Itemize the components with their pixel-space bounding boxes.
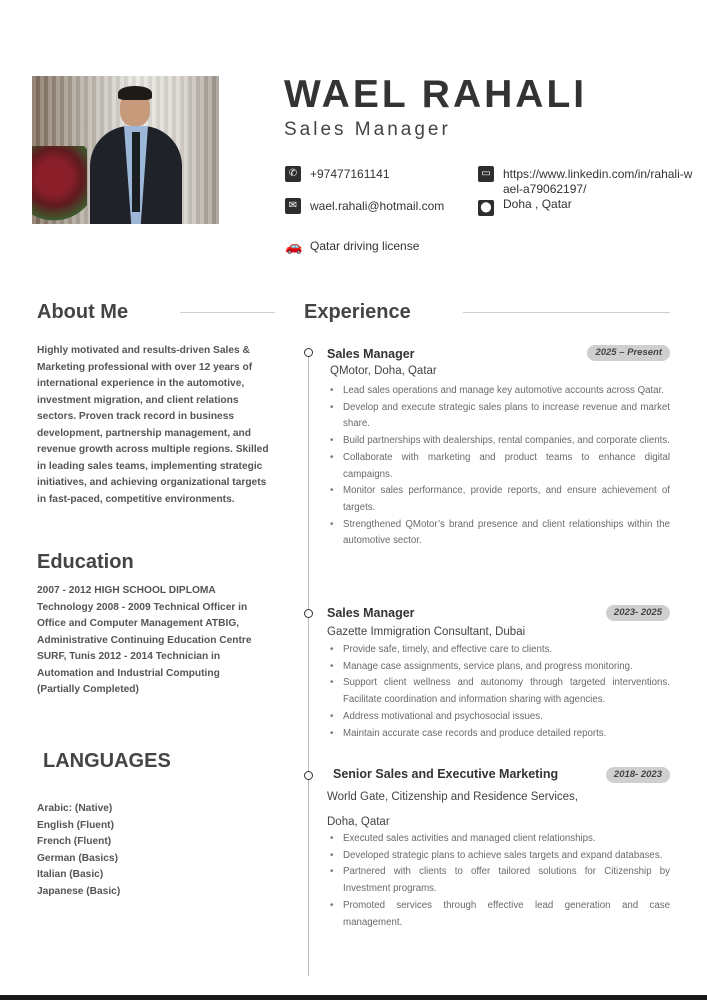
timeline-dot [304, 609, 313, 618]
phone-number[interactable]: +97477161141 [310, 167, 390, 181]
experience-heading: Experience [304, 301, 411, 323]
languages-heading: LANGUAGES [43, 750, 171, 772]
photo-hair [118, 86, 152, 100]
job-title: Senior Sales and Executive Marketing [333, 767, 559, 781]
company-name: Gazette Immigration Consultant, Dubai [327, 626, 526, 638]
bullet-item: • Manage case assignments, service plans, and progress monitoring. [343, 659, 670, 676]
person-name: WAEL RAHALI [284, 73, 588, 116]
about-text: Highly motivated and results-driven Sales & Marketing professional with over 12 years of international experience in the automotive, investment migration, and client relations sectors. Proven track record in business development, partnership management, and revenue growth across multiple regions. Skilled in leading sales teams, implementing strategic initiatives, and achieving organizational targets in fast-paced, competitive environments. [37, 345, 269, 505]
car-icon: 🚗 [285, 238, 303, 254]
language-item: English (Fluent) [37, 819, 114, 831]
email-icon: ✉ [285, 198, 301, 214]
bullet-item: • Develop and execute strategic sales plans to increase revenue and market share. [343, 400, 670, 433]
job-title-header: Sales Manager [284, 119, 451, 140]
language-item: French (Fluent) [37, 836, 112, 848]
bullet-item: • Address motivational and psychosocial issues. [343, 709, 670, 726]
job-bullets [343, 383, 670, 550]
page-bottom-border [0, 995, 707, 1000]
bullet-item: • Developed strategic plans to achieve sales targets and expand databases. [343, 848, 670, 865]
company-location: Doha, Qatar [327, 816, 390, 828]
about-divider [180, 312, 275, 313]
company-name: QMotor, Doha, Qatar [330, 365, 437, 377]
bullet-item: • Collaborate with marketing and product teams to enhance digital campaigns. [343, 450, 670, 483]
bullet-item: • Build partnerships with dealerships, rental companies, and corporate clients. [343, 433, 670, 450]
bullet-item: • Executed sales activities and managed client relationships. [343, 831, 670, 848]
job-bullets [343, 642, 670, 742]
photo-tie [132, 132, 140, 212]
bullet-item: • Lead sales operations and manage key automotive accounts across Qatar. [343, 383, 670, 400]
date-badge: 2018- 2023 [606, 767, 670, 783]
experience-divider [463, 312, 670, 313]
timeline-dot [304, 771, 313, 780]
bullet-item: • Maintain accurate case records and produce detailed reports. [343, 726, 670, 743]
bullet-item: • Support client wellness and autonomy through targeted interventions. Facilitate coordination and information sharing with agencies. [343, 675, 670, 708]
timeline-dot [304, 348, 313, 357]
company-name: World Gate, Citizenship and Residence Services, [327, 791, 578, 803]
photo-plant [32, 146, 87, 224]
location-icon: ⬤ [478, 200, 494, 216]
language-item: Arabic: (Native) [37, 803, 113, 814]
language-item: German (Basics) [37, 852, 118, 864]
bullet-item: • Strengthened QMotor’s brand presence and client relationships within the automotive sector. [343, 517, 670, 550]
location: Doha , Qatar [503, 197, 572, 211]
bullet-item: • Provide safe, timely, and effective care to clients. [343, 642, 670, 659]
job-title: Sales Manager [327, 347, 415, 361]
languages-list [37, 801, 120, 901]
bullet-item: • Monitor sales performance, provide reports, and ensure achievement of targets. [343, 483, 670, 516]
bullet-item: • Partnered with clients to offer tailored solutions for Citizenship by Investment programs. [343, 864, 670, 897]
bullet-item: • Promoted services through effective lead generation and case management. [343, 898, 670, 931]
about-heading: About Me [37, 301, 129, 323]
language-item: Japanese (Basic) [37, 885, 121, 897]
job-title: Sales Manager [327, 606, 415, 620]
email-address[interactable]: wael.rahali@hotmail.com [310, 199, 445, 213]
date-badge: 2023- 2025 [606, 605, 670, 621]
education-heading: Education [37, 551, 134, 573]
job-bullets [343, 831, 670, 931]
linkedin-url[interactable]: https://www.linkedin.com/in/rahali-wael-a79062197/ [503, 167, 693, 196]
timeline-line [308, 352, 309, 976]
driving-license: Qatar driving license [310, 239, 420, 253]
profile-photo [32, 76, 219, 224]
language-item: Italian (Basic) [37, 869, 104, 881]
date-badge: 2025 – Present [587, 345, 670, 361]
phone-icon: ✆ [285, 166, 301, 182]
education-text: 2007 - 2012 HIGH SCHOOL DIPLOMA Technology 2008 - 2009 Technical Officer in Office and Computer Management ATBIG, Administrative Continuing Education Centre SURF, Tunis 2012 - 2014 Technician in Automation and Industrial Computing (Partially Completed) [37, 585, 252, 695]
linkedin-icon: ▭ [478, 166, 494, 182]
